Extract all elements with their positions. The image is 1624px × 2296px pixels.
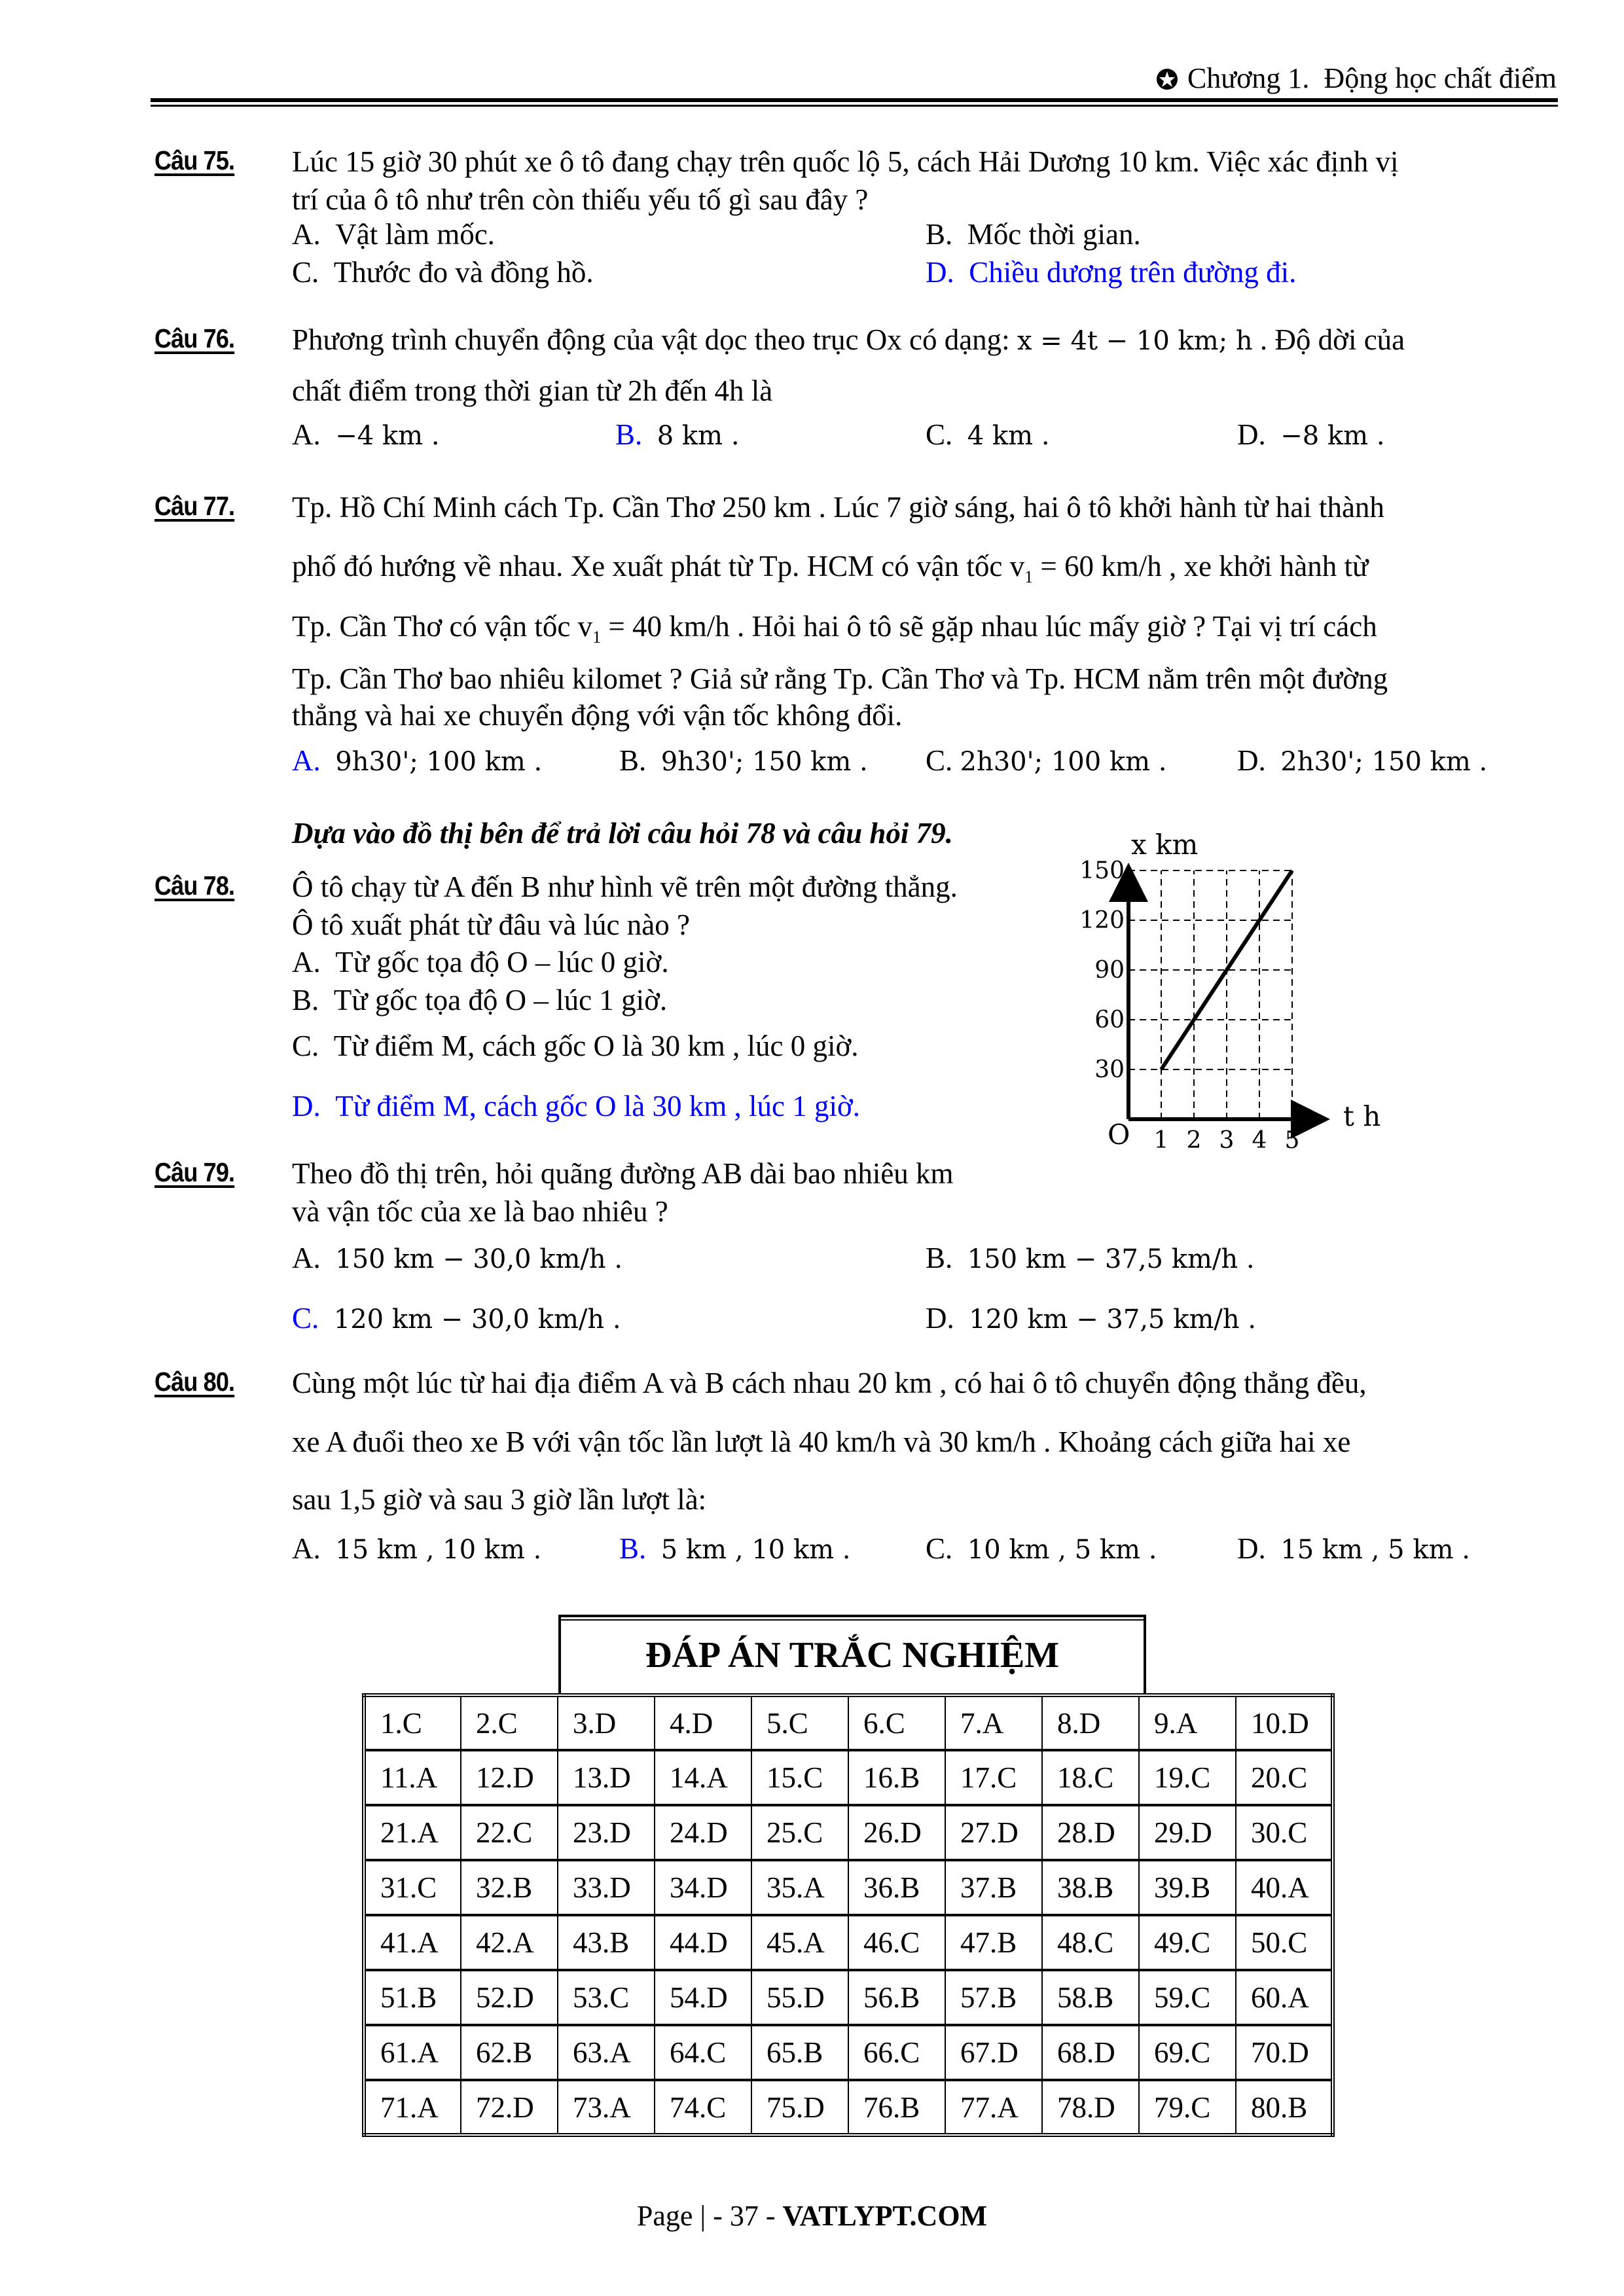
question-label: Câu 78. [154, 870, 235, 901]
x-tick-label: 4 [1252, 1127, 1267, 1154]
question-label: Câu 79. [154, 1157, 235, 1187]
question-text: trí của ô tô như trên còn thiếu yếu tố gì sau đây ? [292, 183, 869, 216]
answer-cell: 10.D [1236, 1695, 1333, 1750]
question-text: Cùng một lúc từ hai địa điểm A và B cách nhau 20 km , có hai ô tô chuyển động thẳng đều, [292, 1367, 1367, 1399]
answer-cell: 12.D [461, 1750, 558, 1805]
answer-cell: 19.C [1139, 1750, 1236, 1805]
question-text: Lúc 15 giờ 30 phút xe ô tô đang chạy trên quốc lộ 5, cách Hải Dương 10 km. Việc xác định vị [292, 145, 1399, 178]
question-text: sau 1,5 giờ và sau 3 giờ lần lượt là: [292, 1483, 707, 1516]
question-text: và vận tốc của xe là bao nhiêu ? [292, 1195, 668, 1228]
answer-cell: 41.A [364, 1915, 461, 1970]
answer-cell: 55.D [751, 1970, 848, 2025]
option-a: A. Từ gốc tọa độ O – lúc 0 giờ. [292, 946, 669, 978]
answer-cell: 67.D [945, 2025, 1042, 2080]
graph-instruction: Dựa vào đồ thị bên để trả lời câu hỏi 78 và câu hỏi 79. [292, 817, 953, 850]
option-a: A. 150 km − 30,0 km/h . [292, 1242, 623, 1274]
answer-cell: 45.A [751, 1915, 848, 1970]
answer-row [364, 1695, 1333, 1750]
answer-cell: 27.D [945, 1805, 1042, 1860]
answer-cell: 63.A [558, 2025, 655, 2080]
option-c: C. 10 km , 5 km . [926, 1532, 1157, 1565]
answer-cell: 77.A [945, 2080, 1042, 2135]
answer-cell: 80.B [1236, 2080, 1333, 2135]
option-a: A. −4 km . [292, 418, 440, 451]
y-tick-label: 60 [1094, 1007, 1125, 1033]
answer-cell: 4.D [655, 1695, 751, 1750]
option-b: B. 150 km − 37,5 km/h . [926, 1242, 1255, 1274]
answer-cell: 73.A [558, 2080, 655, 2135]
answer-cell: 6.C [848, 1695, 945, 1750]
answer-cell: 62.B [461, 2025, 558, 2080]
answer-cell: 54.D [655, 1970, 751, 2025]
answer-row [364, 1970, 1333, 2025]
answer-cell: 17.C [945, 1750, 1042, 1805]
answer-row [364, 2080, 1333, 2135]
answer-cell: 5.C [751, 1695, 848, 1750]
answer-row [364, 1915, 1333, 1970]
answer-cell: 79.C [1139, 2080, 1236, 2135]
answer-cell: 61.A [364, 2025, 461, 2080]
answer-cell: 51.B [364, 1970, 461, 2025]
answer-cell: 71.A [364, 2080, 461, 2135]
option-c: C. 2h30'; 100 km . [926, 744, 1167, 777]
option-a: A. 15 km , 10 km . [292, 1532, 542, 1565]
answer-cell: 64.C [655, 2025, 751, 2080]
answer-cell: 76.B [848, 2080, 945, 2135]
answer-cell: 59.C [1139, 1970, 1236, 2025]
question-text: Ô tô chạy từ A đến B như hình vẽ trên một đường thẳng. [292, 870, 958, 903]
answer-cell: 14.A [655, 1750, 751, 1805]
site-name: VATLYPT.COM [782, 2200, 988, 2232]
answer-cell: 16.B [848, 1750, 945, 1805]
option-b: B. 9h30'; 150 km . [619, 744, 868, 777]
question-text: Phương trình chuyển động của vật dọc theo trục Ox có dạng: x = 4t − 10 km; h . Độ dời của [292, 323, 1405, 356]
answer-cell: 8.D [1042, 1695, 1139, 1750]
position-time-graph [1060, 825, 1558, 1217]
answer-cell: 44.D [655, 1915, 751, 1970]
question-text: Tp. Hồ Chí Minh cách Tp. Cần Thơ 250 km . Lúc 7 giờ sáng, hai ô tô khởi hành từ hai thành [292, 491, 1384, 524]
answer-cell: 39.B [1139, 1860, 1236, 1915]
equation: x = 4t − 10 km; h [1017, 326, 1253, 356]
answer-cell: 1.C [364, 1695, 461, 1750]
answer-cell: 46.C [848, 1915, 945, 1970]
answer-cell: 7.A [945, 1695, 1042, 1750]
answer-cell: 3.D [558, 1695, 655, 1750]
answer-cell: 36.B [848, 1860, 945, 1915]
answer-cell: 78.D [1042, 2080, 1139, 2135]
answer-cell: 11.A [364, 1750, 461, 1805]
chapter-title: Động học chất điểm [1324, 62, 1557, 94]
answer-cell: 24.D [655, 1805, 751, 1860]
y-tick-label: 120 [1079, 907, 1125, 934]
header-rule-thin [151, 105, 1558, 107]
option-c: C. Từ điểm M, cách gốc O là 30 km , lúc 0 giờ. [292, 1030, 859, 1062]
question-label: Câu 77. [154, 491, 235, 521]
option-b-correct: B. 8 km . [615, 418, 740, 451]
answer-cell: 23.D [558, 1805, 655, 1860]
option-d: D. 2h30'; 150 km . [1237, 744, 1488, 777]
question-text: phố đó hướng về nhau. Xe xuất phát từ Tp. HCM có vận tốc $v_1 = 60$ km/h , xe khởi hành từ [292, 550, 1369, 586]
option-b-correct: B. 5 km , 10 km . [619, 1532, 851, 1565]
x-axis-label: t h [1343, 1100, 1381, 1132]
answer-cell: 2.C [461, 1695, 558, 1750]
option-b: B. Mốc thời gian. [926, 218, 1141, 251]
answer-cell: 32.B [461, 1860, 558, 1915]
answer-cell: 34.D [655, 1860, 751, 1915]
answer-row [364, 1860, 1333, 1915]
answer-cell: 52.D [461, 1970, 558, 2025]
answer-cell: 58.B [1042, 1970, 1139, 2025]
star-in-circle-icon [1156, 63, 1178, 99]
chapter-header [151, 60, 1557, 99]
option-c-correct: C. 120 km − 30,0 km/h . [292, 1302, 621, 1335]
answer-cell: 57.B [945, 1970, 1042, 2025]
answer-cell: 31.C [364, 1860, 461, 1915]
answer-cell: 74.C [655, 2080, 751, 2135]
header-rule [151, 98, 1558, 102]
answer-cell: 30.C [1236, 1805, 1333, 1860]
answer-cell: 70.D [1236, 2025, 1333, 2080]
answer-key-title: ĐÁP ÁN TRẮC NGHIỆM [558, 1615, 1146, 1693]
y-axis-label: x km [1131, 829, 1199, 861]
answer-cell: 9.A [1139, 1695, 1236, 1750]
page-footer [0, 2199, 1624, 2233]
answer-cell: 35.A [751, 1860, 848, 1915]
chapter-number: Chương 1. [1187, 62, 1310, 94]
page-number: Page | - 37 - [636, 2200, 783, 2232]
option-d: D. −8 km . [1237, 418, 1385, 451]
answer-key-table [362, 1693, 1335, 2137]
answer-cell: 68.D [1042, 2025, 1139, 2080]
question-text: xe A đuổi theo xe B với vận tốc lần lượt là 40 km/h và 30 km/h . Khoảng cách giữa hai xe [292, 1426, 1351, 1458]
x-tick-label: 2 [1186, 1127, 1202, 1154]
origin-label: O [1108, 1119, 1130, 1151]
answer-cell: 40.A [1236, 1860, 1333, 1915]
option-d-correct: D. Từ điểm M, cách gốc O là 30 km , lúc 1 giờ. [292, 1090, 861, 1122]
option-b: B. Từ gốc tọa độ O – lúc 1 giờ. [292, 984, 668, 1016]
question-text: Ô tô xuất phát từ đâu và lúc nào ? [292, 908, 690, 941]
option-d-correct: D. Chiều dương trên đường đi. [926, 256, 1297, 289]
answer-cell: 28.D [1042, 1805, 1139, 1860]
answer-row [364, 2025, 1333, 2080]
question-text: thẳng và hai xe chuyển động với vận tốc không đổi. [292, 699, 903, 732]
answer-cell: 43.B [558, 1915, 655, 1970]
answer-cell: 47.B [945, 1915, 1042, 1970]
option-c: C. 4 km . [926, 418, 1050, 451]
question-text: chất điểm trong thời gian từ 2h đến 4h là [292, 374, 773, 407]
answer-cell: 22.C [461, 1805, 558, 1860]
question-text: Theo đồ thị trên, hỏi quãng đường AB dài bao nhiêu km [292, 1157, 954, 1190]
answer-cell: 69.C [1139, 2025, 1236, 2080]
question-label: Câu 76. [154, 323, 235, 353]
answer-cell: 15.C [751, 1750, 848, 1805]
answer-cell: 49.C [1139, 1915, 1236, 1970]
answer-cell: 42.A [461, 1915, 558, 1970]
answer-cell: 53.C [558, 1970, 655, 2025]
answer-cell: 48.C [1042, 1915, 1139, 1970]
question-label: Câu 75. [154, 145, 235, 175]
answer-cell: 60.A [1236, 1970, 1333, 2025]
answer-cell: 33.D [558, 1860, 655, 1915]
question-label: Câu 80. [154, 1367, 235, 1397]
option-a: A. Vật làm mốc. [292, 218, 495, 251]
y-tick-label: 90 [1094, 957, 1125, 984]
answer-cell: 18.C [1042, 1750, 1139, 1805]
x-tick-label: 5 [1284, 1127, 1300, 1154]
option-d: D. 15 km , 5 km . [1237, 1532, 1470, 1565]
answer-cell: 38.B [1042, 1860, 1139, 1915]
answer-row [364, 1750, 1333, 1805]
answer-cell: 50.C [1236, 1915, 1333, 1970]
answer-cell: 66.C [848, 2025, 945, 2080]
option-c: C. Thước đo và đồng hồ. [292, 256, 594, 289]
y-tick-label: 150 [1079, 857, 1125, 884]
option-d: D. 120 km − 37,5 km/h . [926, 1302, 1257, 1335]
y-tick-label: 30 [1094, 1056, 1125, 1083]
answer-cell: 26.D [848, 1805, 945, 1860]
answer-cell: 37.B [945, 1860, 1042, 1915]
x-tick-label: 3 [1219, 1127, 1235, 1154]
x-tick-label: 1 [1153, 1127, 1169, 1154]
answer-cell: 25.C [751, 1805, 848, 1860]
answer-cell: 72.D [461, 2080, 558, 2135]
option-a-correct: A. 9h30'; 100 km . [292, 744, 543, 777]
answer-cell: 29.D [1139, 1805, 1236, 1860]
answer-cell: 21.A [364, 1805, 461, 1860]
answer-cell: 20.C [1236, 1750, 1333, 1805]
answer-cell: 13.D [558, 1750, 655, 1805]
answer-cell: 75.D [751, 2080, 848, 2135]
question-text: Tp. Cần Thơ bao nhiêu kilomet ? Giả sử rằng Tp. Cần Thơ và Tp. HCM nằm trên một đường [292, 662, 1388, 695]
answer-row [364, 1805, 1333, 1860]
question-text: Tp. Cần Thơ có vận tốc $v_1 = 40$ km/h . Hỏi hai ô tô sẽ gặp nhau lúc mấy giờ ? Tại vị trí cách [292, 610, 1377, 647]
answer-cell: 65.B [751, 2025, 848, 2080]
answer-cell: 56.B [848, 1970, 945, 2025]
